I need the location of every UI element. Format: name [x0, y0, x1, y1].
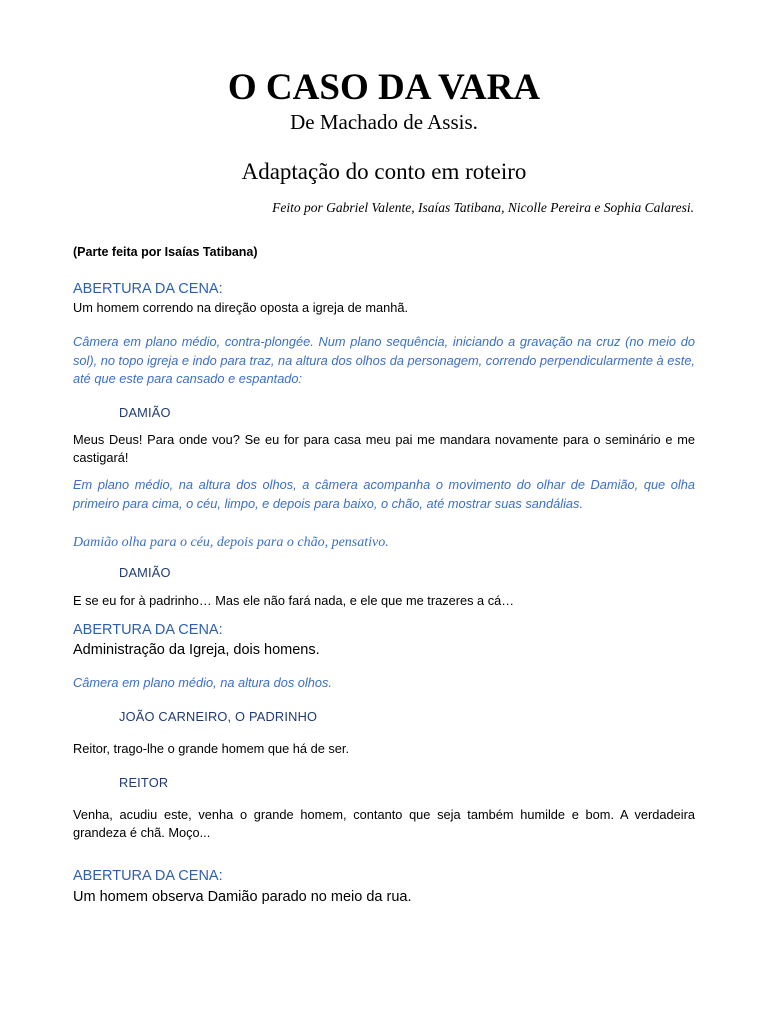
dialogue-line-4: Venha, acudiu este, venha o grande homem, contanto que seja também humilde e bom. A verdadeira grandeza é chã. Moço... [73, 807, 695, 840]
scene-heading-1: ABERTURA DA CENA: [73, 281, 223, 297]
scene-heading-3: ABERTURA DA CENA: [73, 868, 223, 884]
character-name-4: REITOR [119, 775, 169, 790]
document-author: De Machado de Assis. [290, 110, 478, 134]
document-title: O CASO DA VARA [227, 67, 541, 108]
dialogue-line-3: Reitor, trago-lhe o grande homem que há de ser. [73, 741, 350, 756]
character-name-2: DAMIÃO [119, 565, 171, 580]
action-line-2: Damião olha para o céu, depois para o chão, pensativo. [73, 535, 389, 550]
scene-action-3: Um homem observa Damião parado no meio da rua. [73, 889, 412, 905]
scene-action-2: Administração da Igreja, dois homens. [73, 642, 320, 658]
dialogue-line-2: E se eu for à padrinho… Mas ele não fará nada, e ele que me trazeres a cá… [73, 593, 515, 608]
camera-direction-3: Câmera em plano médio, na altura dos olhos. [73, 675, 332, 690]
scene-heading-2: ABERTURA DA CENA: [73, 622, 223, 638]
character-name-1: DAMIÃO [119, 405, 171, 420]
document-credits: Feito por Gabriel Valente, Isaías Tatibana, Nicolle Pereira e Sophia Calaresi. [272, 200, 694, 215]
camera-direction-2: Em plano médio, na altura dos olhos, a câmera acompanha o movimento do olhar de Damião, que olha primeiro para cima, o céu, limpo, e depois para baixo, o chão, até mostrar suas sandálias. [73, 477, 695, 511]
scene-action-1: Um homem correndo na direção oposta a igreja de manhã. [73, 300, 409, 315]
character-name-3: JOÃO CARNEIRO, O PADRINHO [119, 709, 318, 724]
dialogue-line-1: Meus Deus! Para onde vou? Se eu for para casa meu pai me mandara novamente para o seminário e me castigará! [73, 432, 695, 465]
camera-direction-1: Câmera em plano médio, contra-plongée. Num plano sequência, iniciando a gravação na cruz (no meio do sol), no topo igreja e indo para traz, na altura dos olhos da personagem, correndo perpendicularmente à este, até que este para cansado e espantado: [73, 334, 695, 386]
document-subtitle: Adaptação do conto em roteiro [241, 159, 527, 184]
part-label: (Parte feita por Isaías Tatibana) [73, 245, 258, 259]
